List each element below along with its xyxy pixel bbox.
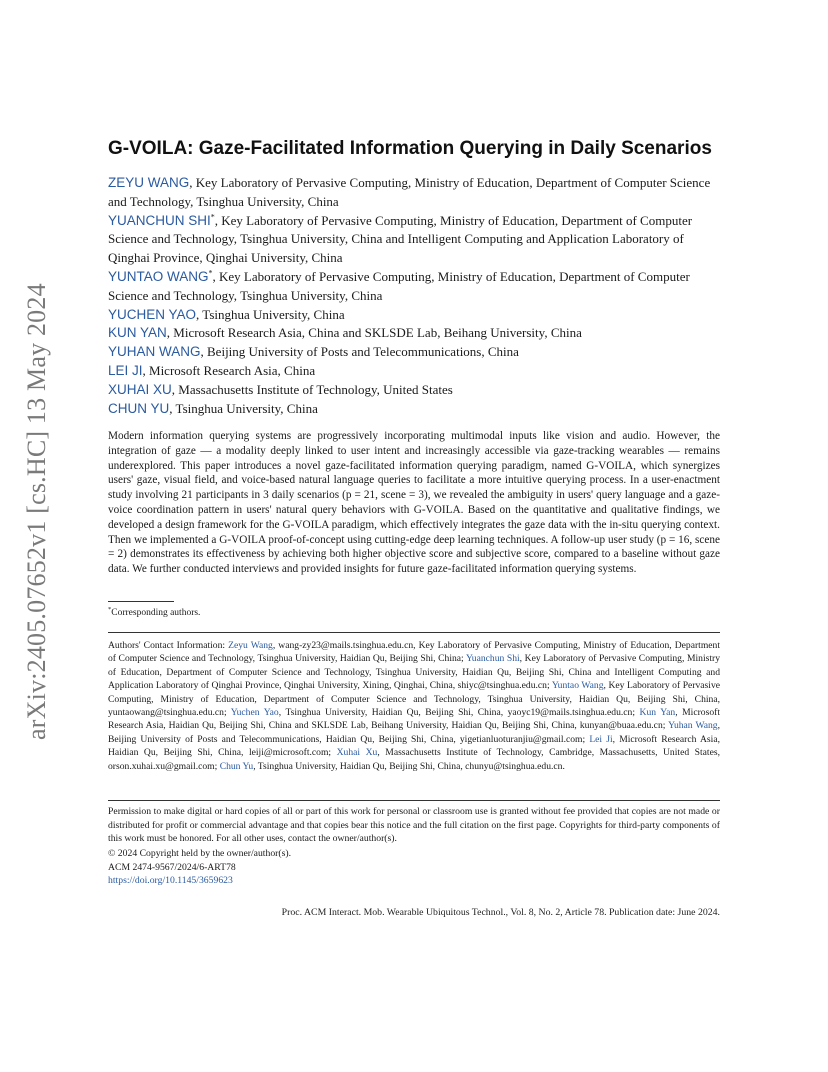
author-name: YUANCHUN SHI bbox=[108, 212, 211, 228]
permission-rule bbox=[108, 800, 720, 801]
doi-link[interactable]: https://doi.org/10.1145/3659623 bbox=[108, 875, 233, 887]
author-link[interactable]: Kun Yan bbox=[639, 707, 676, 719]
permission-notice: Permission to make digital or hard copies of all or part of this work for personal or classroom use is granted without fee provided that copies are not made or distributed for profit or commercial advantage and that copies bear this notice and the full citation on the first page. Copyrights for third-party components of this work must be honored. For all other uses, contact the owner/author(s). bbox=[108, 806, 720, 845]
author-link[interactable]: Lei Ji bbox=[589, 733, 613, 745]
author-link[interactable]: Xuhai Xu bbox=[336, 747, 378, 759]
author-affiliation: , Beijing University of Posts and Telecommunications, China bbox=[200, 344, 519, 360]
contact-text: , Beijing University of Posts and Telecommunications, Haidian Qu, Beijing Shi, China, yigetianluoturanjiu@gmail.com; bbox=[108, 720, 720, 745]
author-list bbox=[108, 174, 723, 418]
corresponding-footnote bbox=[108, 605, 201, 618]
author-entry bbox=[108, 400, 723, 419]
author-entry bbox=[108, 268, 723, 306]
author-name: LEI JI bbox=[108, 362, 143, 378]
author-entry bbox=[108, 212, 723, 268]
author-link[interactable]: Yuanchun Shi bbox=[465, 653, 520, 665]
author-entry bbox=[108, 381, 723, 400]
author-name: YUHAN WANG bbox=[108, 344, 201, 360]
author-entry bbox=[108, 306, 723, 325]
contact-text: , Microsoft Research Asia, Haidian Qu, Beijing Shi, China and SKLSDE Lab, Beihang University, Haidian Qu, Beijing Shi, China, kunyan@buaa.edu.cn; bbox=[108, 707, 720, 732]
author-name: YUNTAO WANG bbox=[108, 268, 209, 284]
author-entry bbox=[108, 324, 723, 343]
contact-text: , Massachusetts Institute of Technology, Cambridge, Massachusetts, United States, orson.xuhai.xu@gmail.com; bbox=[108, 747, 720, 772]
author-affiliation: , Microsoft Research Asia, China bbox=[142, 362, 316, 378]
copyright-line: © 2024 Copyright held by the owner/author(s). bbox=[108, 848, 292, 859]
contact-text: , Microsoft Research Asia, Haidian Qu, Beijing Shi, China, leiji@microsoft.com; bbox=[108, 733, 720, 759]
contact-text: , Tsinghua University, Haidian Qu, Beijing Shi, China, chunyu@tsinghua.edu.cn. bbox=[253, 760, 565, 772]
running-footer: Proc. ACM Interact. Mob. Wearable Ubiquitous Technol., Vol. 8, No. 2, Article 78. Publication date: June 2024. bbox=[281, 907, 720, 918]
author-link[interactable]: Yuntao Wang bbox=[551, 680, 604, 692]
footnote-rule bbox=[108, 601, 174, 602]
author-name: KUN YAN bbox=[108, 325, 167, 341]
contact-text: , Key Laboratory of Pervasive Computing, Ministry of Education, Department of Computer Science and Technology, Tsinghua University, Haidian Qu, Beijing Shi, China and Intelligent Computing and Application Laboratory of Qinghai Province, Qinghai University, Xining, Qinghai, China, shiyc@tsinghua.edu.cn; bbox=[108, 653, 720, 692]
author-entry bbox=[108, 174, 723, 212]
arxiv-stamp: arXiv:2405.07652v1 [cs.HC] 13 May 2024 bbox=[22, 283, 51, 740]
author-affiliation: , Key Laboratory of Pervasive Computing, Ministry of Education, Department of Computer Science and Technology, Tsinghua University, China bbox=[108, 268, 690, 303]
corresponding-marker: * bbox=[208, 268, 213, 278]
footnote-marker: * bbox=[108, 605, 112, 613]
contact-text: , Tsinghua University, Haidian Qu, Beijing Shi, China, yaoyc19@mails.tsinghua.edu.cn; bbox=[278, 707, 640, 719]
author-name: YUCHEN YAO bbox=[108, 306, 197, 322]
contact-rule bbox=[108, 632, 720, 633]
copyright-block bbox=[108, 847, 291, 888]
author-affiliation: , Massachusetts Institute of Technology, United States bbox=[171, 381, 453, 397]
author-entry bbox=[108, 343, 723, 362]
author-link[interactable]: Yuchen Yao bbox=[230, 707, 279, 719]
author-name: XUHAI XU bbox=[108, 381, 172, 397]
author-affiliation: , Microsoft Research Asia, China and SKLSDE Lab, Beihang University, China bbox=[166, 325, 582, 341]
contact-text: , wang-zy23@mails.tsinghua.edu.cn, Key Laboratory of Pervasive Computing, Ministry of Education, Department of Computer Science and Technology, Tsinghua University, Haidian Qu, Beijing Shi, China; bbox=[108, 640, 721, 665]
paper-title: G-VOILA: Gaze-Facilitated Information Querying in Daily Scenarios bbox=[108, 138, 712, 159]
author-affiliation: , Key Laboratory of Pervasive Computing, Ministry of Education, Department of Computer Science and Technology, Tsinghua University, China bbox=[108, 175, 711, 209]
contact-information bbox=[108, 639, 720, 773]
author-link[interactable]: Chun Yu bbox=[219, 760, 254, 772]
contact-text: , Key Laboratory of Pervasive Computing, Ministry of Education, Department of Computer Science and Technology, Tsinghua University, Haidian Qu, Beijing Shi, China, yuntaowang@tsinghua.edu.cn; bbox=[108, 680, 720, 719]
author-link[interactable]: Zeyu Wang bbox=[228, 640, 273, 651]
author-name: CHUN YU bbox=[108, 400, 170, 416]
abstract: Modern information querying systems are progressively incorporating multimodal inputs like vision and audio. However, the integration of gaze — a modality deeply linked to user intent and increasingly accessible via gaze-tracking wearables — remains underexplored. This paper introduces a novel gaze-facilitated information querying paradigm, named G-VOILA, which synergizes users' gaze, visual field, and voice-based natural language queries to facilitate a more intuitive querying process. In a user-enactment study involving 21 participants in 3 daily scenarios (p = 21, scene = 3), we revealed the ambiguity in users' query language and a gaze-voice coordination pattern in users' natural query behaviors with G-VOILA. Based on the quantitative and qualitative findings, we developed a design framework for the G-VOILA paradigm, which effectively integrates the gaze data with the in-situ querying context. Then we implemented a G-VOILA proof-of-concept using cutting-edge deep learning techniques. A follow-up user study (p = 16, scene = 2) demonstrates its effectiveness by achieving both higher objective score and subjective score, compared to a baseline without gaze data. We further conducted interviews and provided insights for future gaze-facilitated information querying systems. bbox=[108, 430, 720, 576]
author-entry bbox=[108, 362, 723, 381]
author-name: ZEYU WANG bbox=[108, 175, 190, 190]
author-affiliation: , Key Laboratory of Pervasive Computing, Ministry of Education, Department of Computer Science and Technology, Tsinghua University, China and Intelligent Computing and Application Laboratory of Qinghai Province, Qinghai University, China bbox=[108, 212, 693, 266]
author-affiliation: , Tsinghua University, China bbox=[196, 306, 345, 322]
author-link[interactable]: Yuhan Wang bbox=[668, 720, 718, 732]
contact-text: Authors' Contact Information: bbox=[108, 640, 229, 651]
corresponding-marker: * bbox=[210, 212, 215, 222]
footnote-text: Corresponding authors. bbox=[111, 608, 201, 618]
acm-number: ACM 2474-9567/2024/6-ART78 bbox=[108, 861, 236, 873]
author-affiliation: , Tsinghua University, China bbox=[169, 400, 318, 416]
